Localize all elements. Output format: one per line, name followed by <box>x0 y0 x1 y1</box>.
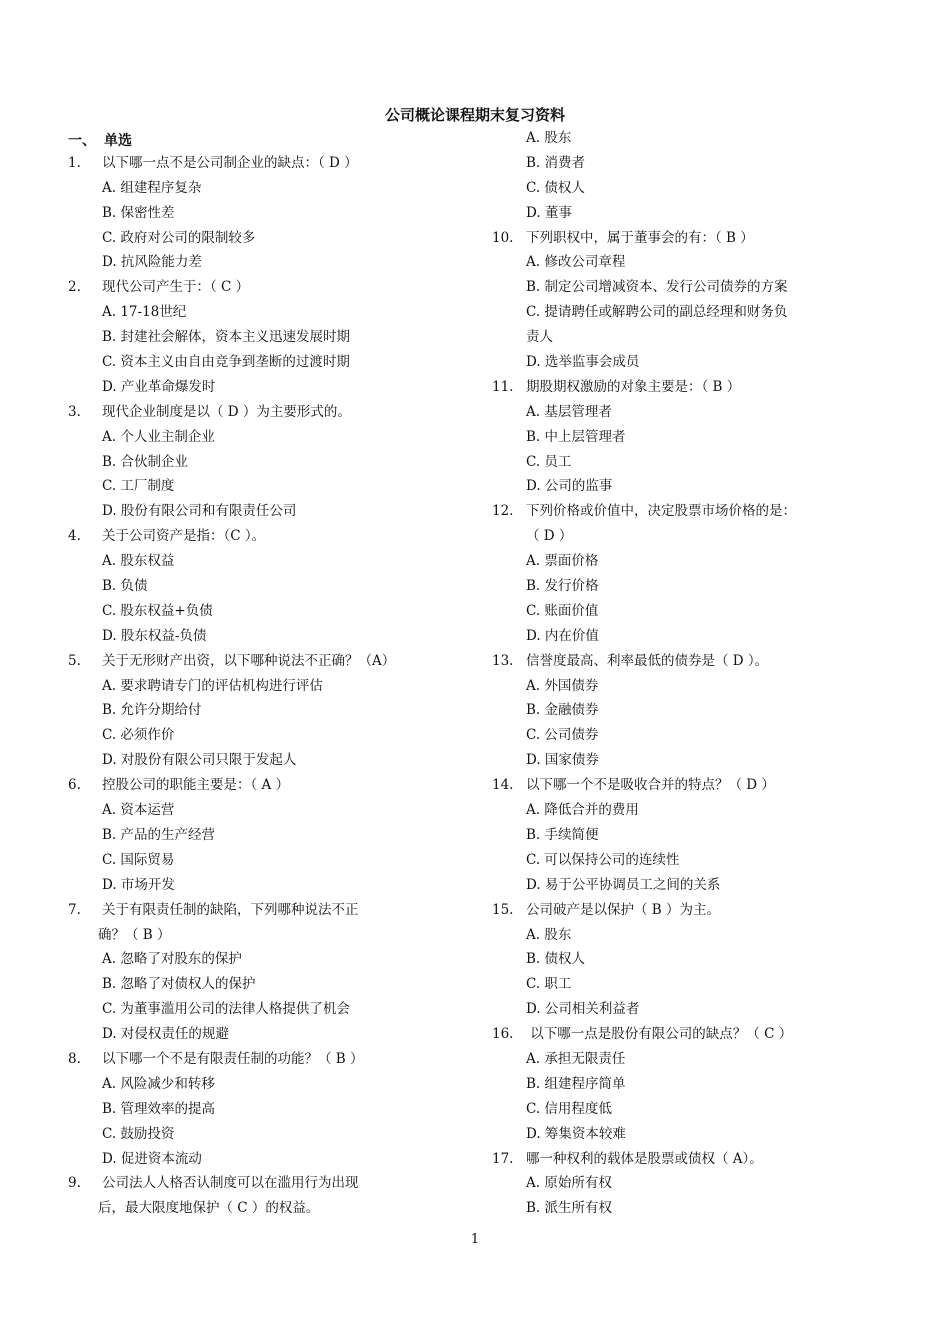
question-number: 2. <box>68 279 81 296</box>
question-number: 10. <box>492 229 514 246</box>
answer-option: A. 忽略了对股东的保护 <box>102 951 242 968</box>
question <box>492 375 822 400</box>
question-text: 下列职权中，属于董事会的有：（ B ） <box>526 229 754 246</box>
question-text: 以下哪一点是股份有限公司的缺点？（ C ） <box>526 1026 793 1043</box>
answer-option: C. 必须作价 <box>102 727 175 744</box>
answer-option: C. 公司债券 <box>526 727 599 744</box>
answer-option: A. 组建程序复杂 <box>102 179 202 196</box>
question-continuation: （ D ） <box>526 528 573 545</box>
answer-option: D. 对股份有限公司只限于发起人 <box>102 752 297 769</box>
answer-option: D. 促进资本流动 <box>102 1150 202 1167</box>
question-text: 关于有限责任制的缺陷，下列哪种说法不正 <box>102 901 359 918</box>
question-number: 7. <box>68 901 81 918</box>
answer-option: B. 管理效率的提高 <box>102 1100 216 1117</box>
answer-option: B. 消费者 <box>526 154 586 171</box>
question <box>492 773 822 798</box>
question <box>68 1171 408 1196</box>
question <box>68 898 408 923</box>
question-text: 控股公司的职能主要是：（ A ） <box>102 777 290 794</box>
question-number: 14. <box>492 777 514 794</box>
question-text: 以下哪一点不是公司制企业的缺点：（ D ） <box>102 154 358 171</box>
question-text: 哪一种权利的载体是股票或债权（ A）。 <box>526 1150 763 1167</box>
answer-option: B. 金融债券 <box>526 702 599 719</box>
question <box>68 649 408 674</box>
page-number: 1 <box>470 1232 480 1247</box>
answer-option: C. 股东权益+负债 <box>102 602 213 619</box>
answer-option: B. 发行价格 <box>526 578 599 595</box>
question-number: 6. <box>68 777 81 794</box>
question <box>68 524 408 549</box>
answer-option: B. 忽略了对债权人的保护 <box>102 976 256 993</box>
answer-option: A. 原始所有权 <box>526 1175 612 1192</box>
answer-option: B. 负债 <box>102 578 148 595</box>
answer-option: B. 允许分期给付 <box>102 702 202 719</box>
answer-option: A. 股东权益 <box>102 553 175 570</box>
question-number: 1. <box>68 154 81 171</box>
answer-option: A. 17-18世纪 <box>102 304 187 321</box>
answer-option: D. 国家债券 <box>526 752 599 769</box>
answer-option: C. 提请聘任或解聘公司的副总经理和财务负 <box>526 304 788 321</box>
answer-option: B. 手续简便 <box>526 826 599 843</box>
answer-option: C. 为董事滥用公司的法律人格提供了机会 <box>102 1001 350 1018</box>
answer-option: B. 派生所有权 <box>526 1200 613 1217</box>
right-column <box>492 126 822 1221</box>
answer-option: D. 内在价值 <box>526 627 599 644</box>
question <box>68 151 408 176</box>
answer-option: C. 政府对公司的限制较多 <box>102 229 256 246</box>
question <box>492 499 822 524</box>
question-number: 3. <box>68 403 81 420</box>
answer-option: B. 保密性差 <box>102 204 175 221</box>
question <box>68 1047 408 1072</box>
answer-option: D. 董事 <box>526 204 572 221</box>
question-text: 以下哪一个不是吸收合并的特点？（ D ） <box>526 777 775 794</box>
answer-option: B. 产品的生产经营 <box>102 826 216 843</box>
question-text: 公司破产是以保护（ B ）为主。 <box>526 901 721 918</box>
question-continuation: 责人 <box>526 329 553 346</box>
answer-option: C. 鼓励投资 <box>102 1125 175 1142</box>
question <box>68 773 408 798</box>
answer-option: A. 资本运营 <box>102 802 175 819</box>
answer-option: D. 产业革命爆发时 <box>102 378 216 395</box>
answer-option: D. 选举监事会成员 <box>526 354 640 371</box>
question-continuation: 后，最大限度地保护（ C ）的权益。 <box>98 1200 320 1217</box>
answer-option: C. 职工 <box>526 976 572 993</box>
answer-option: A. 要求聘请专门的评估机构进行评估 <box>102 677 323 694</box>
answer-option: C. 可以保持公司的连续性 <box>526 851 680 868</box>
question <box>492 1022 822 1047</box>
question-text: 关于公司资产是指：（C ）。 <box>102 528 266 545</box>
answer-option: A. 票面价格 <box>526 553 599 570</box>
question-text: 下列价格或价值中，决定股票市场价格的是： <box>526 503 796 520</box>
answer-option: C. 信用程度低 <box>526 1100 612 1117</box>
question <box>492 898 822 923</box>
question-number: 15. <box>492 901 514 918</box>
answer-option: A. 风险减少和转移 <box>102 1075 215 1092</box>
question <box>492 1147 822 1172</box>
answer-option: C. 国际贸易 <box>102 851 175 868</box>
answer-option: D. 公司的监事 <box>526 478 613 495</box>
answer-option: D. 市场开发 <box>102 876 175 893</box>
answer-option: C. 员工 <box>526 453 572 470</box>
question-number: 9. <box>68 1175 81 1192</box>
question-number: 8. <box>68 1050 81 1067</box>
question <box>68 275 408 300</box>
question <box>492 649 822 674</box>
answer-option: C. 债权人 <box>526 179 585 196</box>
question-text: 公司法人人格否认制度可以在滥用行为出现 <box>102 1175 359 1192</box>
question-text: 现代企业制度是以（ D ）为主要形式的。 <box>102 403 351 420</box>
question-text: 期股期权激励的对象主要是：（ B ） <box>526 378 741 395</box>
answer-option: D. 易于公平协调员工之间的关系 <box>526 876 721 893</box>
answer-option: D. 对侵权责任的规避 <box>102 1026 229 1043</box>
answer-option: A. 外国债券 <box>526 677 599 694</box>
question-number: 11. <box>492 378 514 395</box>
answer-option: B. 封建社会解体，资本主义迅速发展时期 <box>102 329 351 346</box>
question-text: 信誉度最高、利率最低的债券是（ D ）。 <box>526 652 769 669</box>
answer-option: C. 工厂制度 <box>102 478 175 495</box>
question-number: 12. <box>492 503 514 520</box>
section-label: 单选 <box>104 133 132 149</box>
answer-option: A. 基层管理者 <box>526 403 612 420</box>
question-text: 以下哪一个不是有限责任制的功能？（ B ） <box>102 1050 364 1067</box>
answer-option: B. 债权人 <box>526 951 586 968</box>
question-number: 17. <box>492 1150 514 1167</box>
answer-option: C. 账面价值 <box>526 602 599 619</box>
answer-option: D. 股份有限公司和有限责任公司 <box>102 503 297 520</box>
answer-option: A. 修改公司章程 <box>526 254 626 271</box>
answer-option: D. 股东权益-负债 <box>102 627 207 644</box>
section-spacer <box>68 126 408 151</box>
answer-option: D. 公司相关利益者 <box>526 1001 640 1018</box>
question-number: 5. <box>68 652 81 669</box>
question-number: 16. <box>492 1026 514 1043</box>
question <box>68 400 408 425</box>
question-number: 4. <box>68 528 81 545</box>
page-title: 公司概论课程期末复习资料 <box>384 106 565 124</box>
answer-option: A. 个人业主制企业 <box>102 428 215 445</box>
answer-option: A. 承担无限责任 <box>526 1050 626 1067</box>
answer-option: D. 抗风险能力差 <box>102 254 202 271</box>
question-text: 现代公司产生于：（ C ） <box>102 279 250 296</box>
answer-option: B. 中上层管理者 <box>526 428 626 445</box>
answer-option: D. 筹集资本较难 <box>526 1125 626 1142</box>
answer-option: B. 制定公司增减资本、发行公司债券的方案 <box>526 279 788 296</box>
left-column <box>68 126 408 1221</box>
answer-option: B. 合伙制企业 <box>102 453 189 470</box>
answer-option: A. 降低合并的费用 <box>526 802 639 819</box>
question-continuation: 确？（ B ） <box>98 926 171 943</box>
answer-option: B. 组建程序简单 <box>526 1075 626 1092</box>
question <box>492 226 822 251</box>
answer-option: A. 股东 <box>526 926 572 943</box>
question-text: 关于无形财产出资，以下哪种说法不正确？（A） <box>102 652 396 669</box>
section-number: 一、 <box>68 133 96 149</box>
question-number: 13. <box>492 652 514 669</box>
answer-option: A. 股东 <box>526 130 572 146</box>
answer-option: C. 资本主义由自由竞争到垄断的过渡时期 <box>102 354 350 371</box>
